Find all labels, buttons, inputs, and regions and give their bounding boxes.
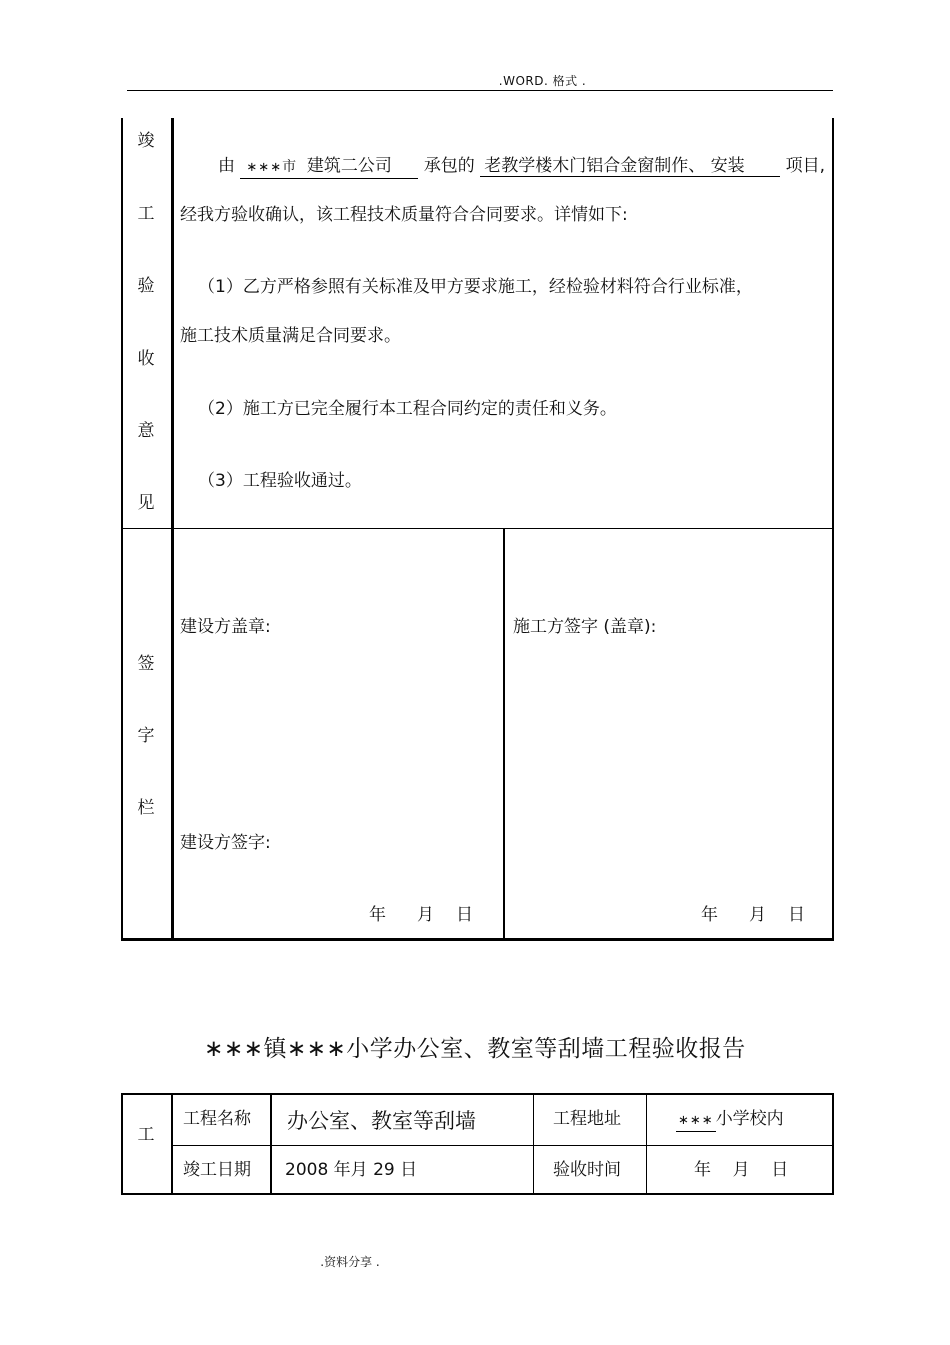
company-name: 建筑二公司 (306, 156, 392, 176)
report-title: ∗∗∗镇∗∗∗小学办公室、教室等刮墙工程验收报告 (204, 1036, 746, 1062)
project-address-value (676, 1109, 784, 1132)
page-header-text: .WORD. 格式 . (498, 74, 587, 88)
table-left-border (121, 118, 123, 941)
company-city: 市 (282, 159, 297, 175)
table-bottom-border (121, 938, 834, 941)
info-table-top-border (121, 1093, 834, 1095)
opinion-line-2: 经我方验收确认，该工程技术质量符合合同要求。详情如下: (180, 205, 628, 225)
address-stars: ∗∗∗ (676, 1111, 716, 1132)
intro-prefix: 由 (218, 156, 235, 176)
page-footer-text: .资料分享 . (320, 1255, 380, 1269)
opinion-label-char: 意 (137, 421, 155, 441)
project-underline (480, 156, 780, 177)
sign-label-char: 字 (137, 726, 155, 746)
project-name-value: 办公室、教室等刮墙 (287, 1109, 476, 1133)
right-date-day: 日 (788, 905, 805, 925)
left-date-month: 月 (417, 905, 434, 925)
info-side-label: 工 (137, 1125, 155, 1145)
contractor-sign-label: 施工方签字 (盖章): (513, 617, 657, 637)
opinion-label-char: 收 (137, 349, 155, 369)
table-right-border (832, 118, 834, 941)
info-table-left-border (121, 1093, 123, 1195)
header-rule (127, 90, 833, 91)
company-underline (240, 156, 418, 179)
opinion-item-2: （2）施工方已完全履行本工程合同约定的责任和义务。 (198, 399, 617, 419)
opinion-label-char: 见 (137, 493, 155, 513)
info-col-divider-1 (171, 1093, 173, 1195)
sign-label-char: 栏 (137, 798, 155, 818)
right-date-month: 月 (749, 905, 766, 925)
intro-middle: 承包的 (423, 156, 475, 176)
address-text: 小学校内 (715, 1109, 784, 1129)
sign-column-divider (503, 528, 505, 941)
intro-suffix: 项目, (785, 156, 826, 176)
project-name-label: 工程名称 (183, 1109, 251, 1129)
completion-date-label: 竣工日期 (183, 1160, 251, 1180)
acceptance-time-label: 验收时间 (553, 1160, 621, 1180)
info-col-divider-3 (533, 1093, 534, 1195)
acceptance-time-value: 年 月 日 (694, 1160, 789, 1180)
opinion-item-3: （3）工程验收通过。 (198, 471, 362, 491)
info-table-bottom-border (121, 1193, 834, 1195)
left-date-year: 年 (369, 905, 386, 925)
opinion-label-char: 竣 (137, 131, 155, 151)
project-address-label: 工程地址 (553, 1109, 621, 1129)
label-column-divider (171, 118, 174, 941)
left-date-day: 日 (456, 905, 473, 925)
info-col-divider-4 (646, 1093, 647, 1195)
company-stars: ∗∗∗ (246, 160, 283, 175)
info-table-right-border (832, 1093, 834, 1195)
info-table-row-divider (173, 1145, 834, 1146)
completion-date-value: 2008 年月 29 日 (285, 1160, 418, 1180)
opinion-label-char: 工 (137, 204, 155, 224)
opinion-label-char: 验 (137, 276, 155, 296)
sign-label-char: 签 (137, 654, 155, 674)
section-divider (121, 528, 834, 529)
opinion-item-1: （1）乙方严格参照有关标准及甲方要求施工，经检验材料符合行业标准， (198, 277, 753, 297)
builder-seal-label: 建设方盖章: (180, 617, 271, 637)
opinion-item-1-cont: 施工技术质量满足合同要求。 (180, 326, 401, 346)
builder-sign-label: 建设方签字: (180, 833, 271, 853)
right-date-year: 年 (701, 905, 718, 925)
opinion-intro-line (218, 156, 825, 179)
info-col-divider-2 (270, 1093, 272, 1195)
project-name: 老教学楼木门铝合金窗制作、 安装 (484, 156, 745, 176)
